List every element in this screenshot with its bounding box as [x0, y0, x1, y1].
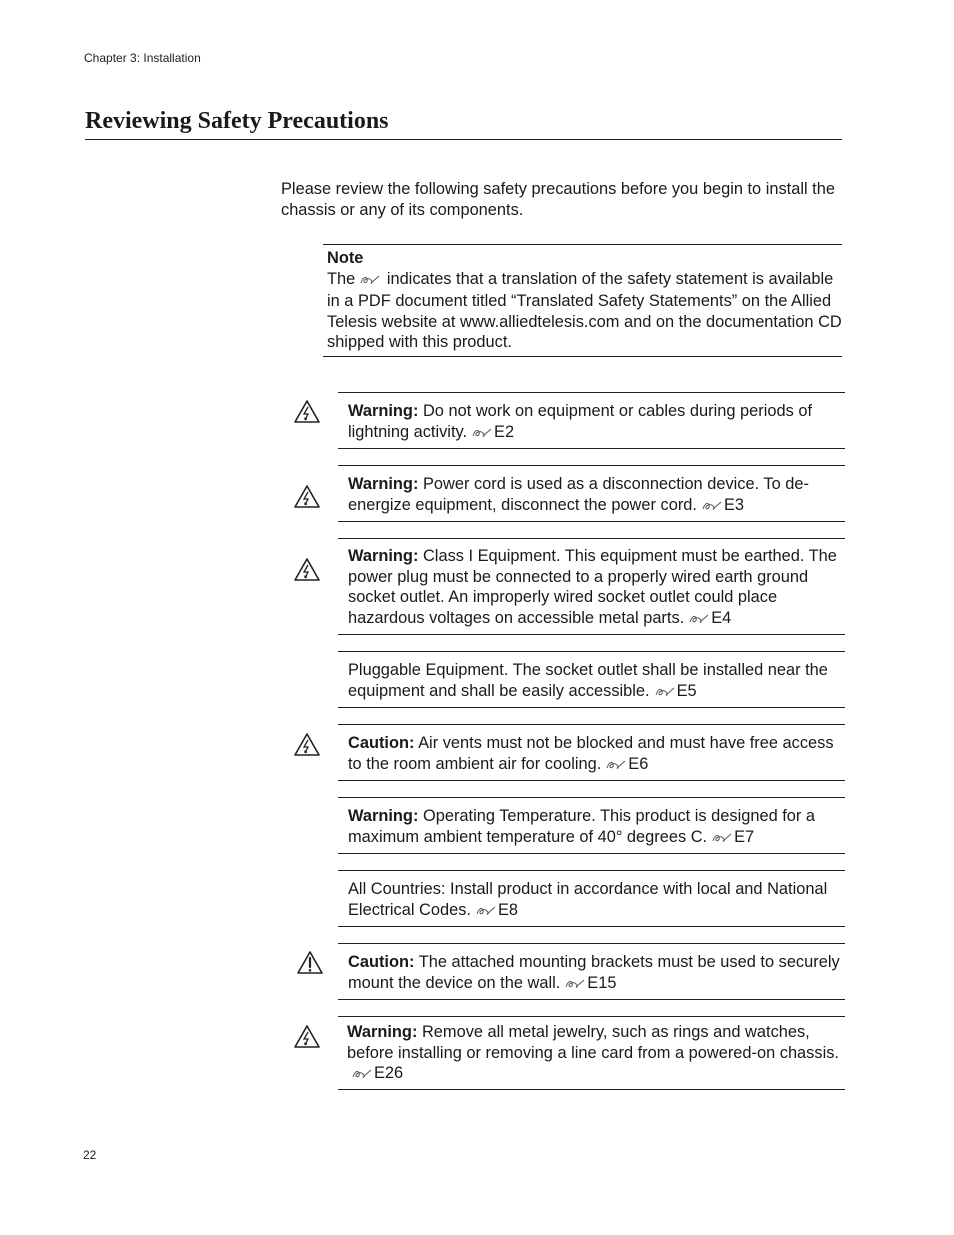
- precaution-label: Warning:: [348, 402, 419, 420]
- precaution-text: Pluggable Equipment. The socket outlet shall be installed near the equipment and shall be easily accessible.: [348, 661, 828, 700]
- precaution-label: Warning:: [348, 807, 419, 825]
- translation-symbol-icon: [475, 902, 497, 923]
- note-text-before: The: [327, 269, 356, 288]
- precaution-text: All Countries: Install product in accordance with local and National Electrical Codes.: [348, 880, 828, 919]
- precaution-item: [338, 724, 845, 781]
- precaution-code: E6: [628, 754, 649, 773]
- lightning-warning-icon: [293, 557, 321, 582]
- precaution-item: [338, 651, 845, 708]
- precaution-label: Caution:: [348, 953, 415, 971]
- intro-paragraph: Please review the following safety precautions before you begin to install the chassis or any of its components.: [281, 180, 835, 219]
- note-box: [323, 244, 842, 357]
- translation-symbol-icon: [688, 610, 710, 631]
- translation-symbol-icon: [564, 975, 586, 996]
- precaution-item: [338, 392, 845, 449]
- precaution-code: E2: [494, 422, 515, 441]
- precaution-text: Air vents must not be blocked and must have free access to the room ambient air for cooling.: [348, 734, 834, 773]
- precaution-code: E7: [734, 827, 755, 846]
- precaution-item: [338, 465, 845, 522]
- precaution-text: Operating Temperature. This product is designed for a maximum ambient temperature of 40° degrees C.: [348, 807, 816, 846]
- precaution-item: [338, 1016, 845, 1090]
- precaution-code: E8: [497, 900, 519, 919]
- precaution-item: [338, 797, 845, 854]
- translation-symbol-icon: [701, 497, 723, 518]
- lightning-warning-icon: [293, 732, 321, 757]
- translation-symbol-icon: [605, 756, 627, 777]
- precaution-label: Warning:: [348, 547, 419, 565]
- lightning-warning-icon: [293, 1024, 321, 1049]
- precaution-text: Do not work on equipment or cables during periods of lightning activity.: [348, 402, 813, 441]
- section-title: Reviewing Safety Precautions: [85, 108, 389, 134]
- precaution-item: [338, 870, 845, 927]
- precaution-code: E3: [723, 495, 745, 514]
- section-title-rule: [85, 107, 842, 140]
- precaution-text: Power cord is used as a disconnection device. To de-energize equipment, disconnect the power cord.: [348, 475, 809, 514]
- precaution-text: Class I Equipment. This equipment must be earthed. The power plug must be connected to a properly wired earth ground socket outlet. An improperly wired socket outlet could place hazardous voltages on accessible metal parts.: [348, 547, 837, 627]
- lightning-warning-icon: [293, 399, 321, 424]
- precaution-code: E15: [587, 973, 617, 992]
- note-text-after: indicates that a translation of the safety statement is available in a PDF document titled “Translated Safety Statements” on the Allied Telesis website at www.alliedtelesis.com and on the documentation CD shipped with this product.: [327, 269, 842, 351]
- translation-symbol-icon: [359, 271, 381, 292]
- precaution-label: Caution:: [348, 734, 415, 752]
- translation-symbol-icon: [654, 683, 676, 704]
- precaution-label: Warning:: [348, 475, 419, 493]
- translation-symbol-icon: [351, 1065, 373, 1086]
- precaution-text: Remove all metal jewelry, such as rings and watches, before installing or removing a line card from a powered-on chassis.: [347, 1023, 839, 1062]
- precaution-code: E4: [711, 608, 732, 627]
- precaution-text: The attached mounting brackets must be used to securely mount the device on the wall.: [348, 953, 840, 992]
- translation-symbol-icon: [471, 424, 493, 445]
- running-header: Chapter 3: Installation: [84, 51, 201, 65]
- precaution-code: E5: [676, 681, 697, 700]
- translation-symbol-icon: [711, 829, 733, 850]
- precaution-label: Warning:: [347, 1023, 418, 1041]
- page-number: 22: [83, 1148, 97, 1162]
- precaution-item: [338, 943, 845, 1000]
- exclamation-warning-icon: [296, 950, 324, 975]
- lightning-warning-icon: [293, 484, 321, 509]
- precaution-item: [338, 538, 845, 635]
- precaution-code: E26: [374, 1064, 404, 1082]
- note-title: Note: [327, 249, 364, 267]
